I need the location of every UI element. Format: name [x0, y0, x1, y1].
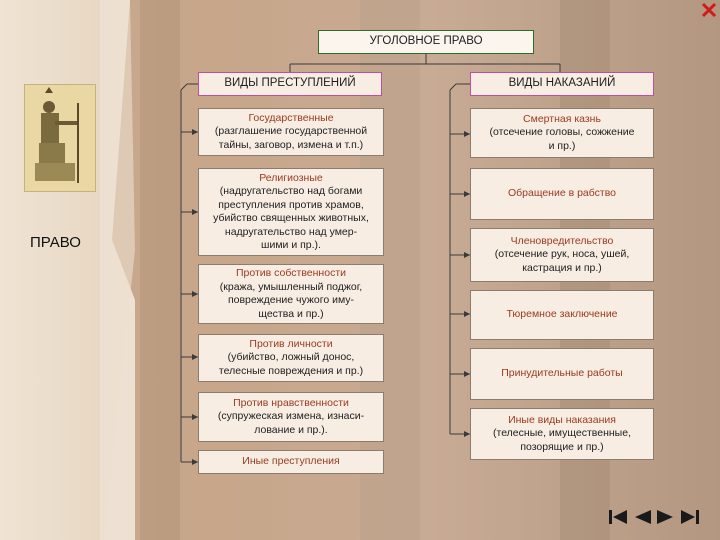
punishment-title: Иные виды наказания [508, 413, 616, 426]
crime-desc: (надругательство над богами преступления против храмов, убийство священных животных, надругательство над умер- шими и пр.). [213, 185, 369, 251]
crime-title: Против личности [249, 337, 333, 350]
punishment-box-other [470, 408, 654, 460]
punishment-title: Членовредительство [510, 234, 614, 247]
punishment-title: Тюремное заключение [506, 308, 618, 321]
crime-title: Против нравственности [233, 396, 349, 409]
crime-title: Иные преступления [242, 455, 340, 468]
crime-desc: (супружеская измена, изнаси- лование и пр.). [217, 410, 365, 436]
crime-desc: (кража, умышленный поджог, повреждение чужого иму- щества и пр.) [219, 280, 363, 320]
punishment-title: Смертная казнь [523, 112, 601, 125]
punishment-title: Обращение в рабство [507, 187, 617, 200]
first-slide-icon[interactable] [606, 508, 630, 526]
punishment-box-prison [470, 290, 654, 340]
last-slide-icon[interactable] [678, 508, 702, 526]
punishment-box-slavery [470, 168, 654, 220]
crimes-header [198, 72, 382, 96]
crime-desc: (разглашение государственной тайны, заговор, измена и т.п.) [214, 125, 368, 151]
punishment-box-death [470, 108, 654, 158]
punishment-desc: (отсечение головы, сожжение и пр.) [489, 126, 635, 152]
next-slide-icon[interactable] [654, 508, 678, 526]
crime-title: Против собственности [236, 267, 346, 279]
punishment-desc: (отсечение рук, носа, ушей, кастрация и пр.) [494, 248, 630, 274]
crime-title: Религиозные [259, 171, 323, 184]
punishment-box-mutilation [470, 228, 654, 282]
close-icon[interactable] [700, 2, 718, 18]
crime-box-morality [198, 392, 384, 442]
punishment-box-forced-labor [470, 348, 654, 400]
diagram-title-text: УГОЛОВНОЕ ПРАВО [369, 35, 483, 48]
diagram-title [318, 30, 534, 54]
crime-desc: (убийство, ложный донос, телесные повреждения и пр.) [218, 351, 364, 377]
egyptian-figure-image [24, 84, 96, 192]
crimes-header-text: ВИДЫ ПРЕСТУПЛЕНИЙ [224, 77, 356, 90]
prev-slide-icon[interactable] [630, 508, 654, 526]
punishments-header-text: ВИДЫ НАКАЗАНИЙ [508, 77, 616, 90]
crime-box-property [198, 264, 384, 324]
punishment-desc: (телесные, имущественные, позорящие и пр.) [493, 427, 631, 453]
punishments-header [470, 72, 654, 96]
crime-title: Государственные [248, 111, 334, 124]
punishment-title: Принудительные работы [501, 367, 623, 380]
crime-box-religious [198, 168, 384, 256]
crime-box-other [198, 450, 384, 474]
crime-box-person [198, 334, 384, 382]
crime-box-state [198, 108, 384, 156]
sidebar-label: ПРАВО [30, 234, 81, 251]
